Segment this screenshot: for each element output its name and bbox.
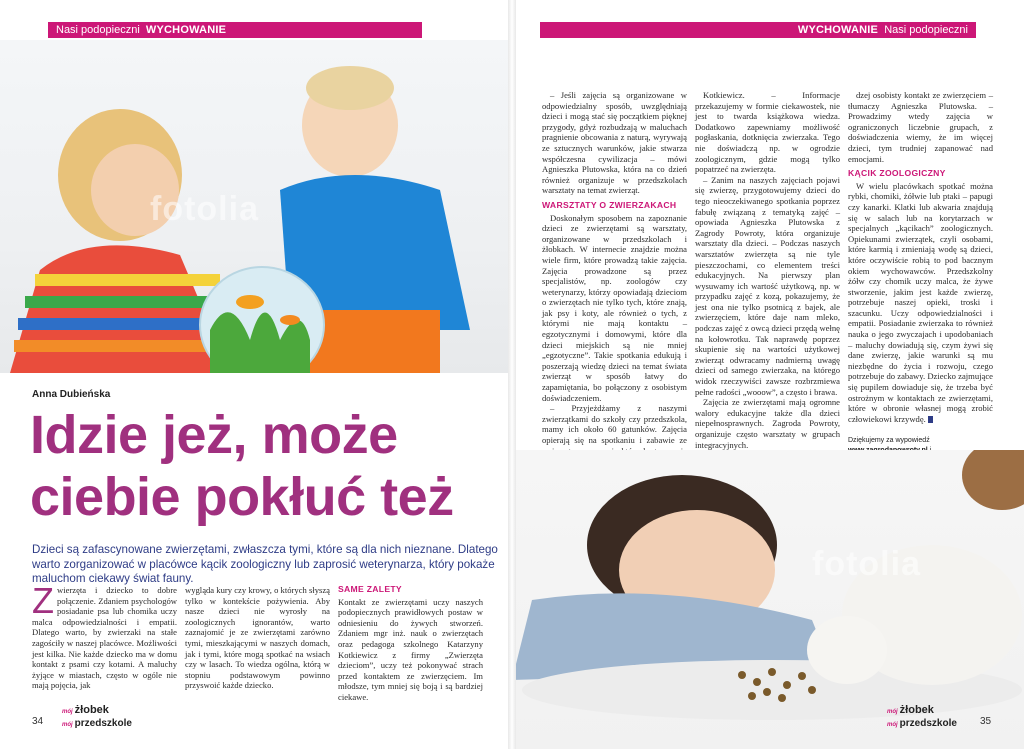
magazine-logo-left — [62, 705, 132, 731]
heading-same-zalety: SAME ZALETY — [338, 584, 402, 594]
right-header-bar — [540, 22, 976, 38]
left-photo-watermark: fotolia — [150, 190, 259, 228]
right-col2-p3: Zajęcia ze zwierzętami mają ogromne walory edukacyjne także dla dzieci niepełnosprawnych. Zagroda Powroty, organizuje często warsztaty w grupach integracyjnych. — [695, 397, 840, 450]
left-header-bar — [48, 22, 422, 38]
right-col1-p3: – Przyjeżdżamy z naszymi zwierzątkami do szkoły czy przedszkola, mamy ich około 60 gatunków. Zajęcia opierają się na spotkaniu i zabawie ze — [542, 403, 687, 445]
right-section-label: Nasi podopieczni — [884, 24, 968, 36]
right-text-column-2 — [695, 90, 840, 471]
right-col3-p1: dzej osobisty kontakt ze zwierzęciem – tłumaczy Agnieszka Plutowska. – Prowadzimy wtedy zajęcia w ograniczonych liczebnie grupach, z doświadczenia wiemy, że im więcej dzieci, tym trudniej zapanować nad emocjami. — [848, 90, 993, 164]
dropcap: Z — [32, 580, 54, 621]
logo-pre2-left: mój — [62, 722, 73, 728]
heading-warsztaty: WARSZTATY O ZWIERZAKACH — [542, 199, 677, 210]
left-col1-body: wierzęta i dziecko to dobre połączenie. Zdaniem psychologów posiadanie psa lub chomika uczy malca odpowiedzialności i empatii. Dlatego warto, by zwierzaki na stałe zagościły w naszej placówce. Możliwości jest kilka. Nie każde dziecko ma w domu kontakt z psami czy kotami. A maluchy żyjące w miastach, często w ogóle nie mają pojęcia, jak — [32, 585, 177, 691]
end-mark — [928, 416, 933, 423]
right-col1-p2: Doskonałym sposobem na zapoznanie dzieci ze zwierzętami są warsztaty, organizowane w przedszkolach i żłobkach. W internecie znajdzie można wiele firm, które prowadzą takie zajęcia. Zajęcia prowadzone są przez specjalistów, np. zoologów czy weterynarzy, którzy opowiadają dzieciom o zwierzętach nie tylko tych, które znają, jak psy i koty, ale również o tych, z którymi nie mają kontaktu – egzotycznymi i domowymi, które dla dzieci miejskich są nie mniej „egzotyczne”. Takie spotkania edukują i poszerzają wiedzę dzieci na temat świata zwierząt w sposób łatwy do zapamiętania, bo połączony z osobistym doświadczeniem. — [542, 212, 687, 403]
logo-zlobek-left: żłobek — [74, 704, 109, 716]
left-text-column-1 — [32, 580, 177, 691]
left-col3-body: Kontakt ze zwierzętami uczy naszych podopiecznych prawidłowych postaw w odniesieniu do żywych stworzeń. Zdaniem mgr inż. nauk o zwierzętach oraz pedagoga szkolnego Katarzyny Kotkiewicz z firmy „Zwierzęta dzieciom”, uczy też pokonywać strach przed kontaktem ze zwierzęciem. Im młodsze, tym mniej się boją i są bardziej ciekawe. — [338, 596, 483, 702]
right-col3-p2: W wielu placówkach spotkać można rybki, chomiki, żółwie lub ptaki – papugi czy kanarki. Klatki lub akwaria znajdują się w salach lub na korytarzach w specjalnych „kącikach” zoologicznych. Opiekunami zwierzątek, czyli osobami, które karmią i zmieniają wodę są dzieci, które oczywiście robią to pod bacznym okiem wychowawców. Przedszkolny żółw czy chomik uczy malca, że żywe stworzenie, jakim jest każde zwierzę, potrzebuje naszej opieki, troski i szacunku. Uczy odpowiedzialności i empatii. Posiadanie zwierzaka to również nauka o jego zwyczajach i upodobaniach – maluchy dowiadują się, czym żywi się dane zwierzę, jakie warunki są mu niezbędne do życia i rozwoju, czego potrzebuje do zabawy. Dziecko zajmujące się pupilem dowiaduje się, że trzeba być ostrożnym w kontaktach ze zwierzętami, które w obronie własnej mogą zrobić człowiekowi krzywdę. — [848, 180, 993, 424]
left-category-label: WYCHOWANIE — [145, 24, 227, 36]
left-col2-body: wygląda kury czy krowy, o których słyszą tylko w kontekście pożywienia. Aby nasze dzieci nie wyrosły na zoologicznych ignorantów, warto zaznajomić je ze zwierzętami zarówno tymi, mieszkającymi w naszych domach, jak i tymi, które mogą spotkać na wsiach czy w lasach. To wiedza ogólna, którą w stopniu podstawowym powinno przyswoić każde dziecko. — [185, 585, 330, 691]
heading-kacik: KĄCIK ZOOLOGICZNY — [848, 168, 946, 179]
right-category-label: WYCHOWANIE — [797, 24, 879, 36]
magazine-logo-right — [887, 705, 957, 731]
logo-przedszkole-right: przedszkole — [899, 718, 957, 729]
article-title — [30, 404, 500, 528]
logo-zlobek-right: żłobek — [899, 704, 934, 716]
article-lead: Dzieci są zafascynowane zwierzętami, zwłaszcza tymi, które są dla nich nieznane. Dlatego warto zorganizować w placówce kącik zoologiczny lub zaprosić weterynarza, który pokaże maluchom ciekawy świat fauny. — [32, 543, 498, 586]
author-name: Anna Dubieńska — [32, 389, 111, 400]
left-section-label: Nasi podopieczni — [56, 24, 140, 36]
right-col2-p1: Kotkiewicz. – Informacje przekazujemy w formie ciekawostek, nie jest to twarda książkowa wiedza. Dodatkowo zapewniamy możliwość pogłaskania, dotknięcia zwierzaka. Tego nie doświadczą np. w ogrodzie zoologicznym, gdzie mogą tylko popatrzeć na zwierzęta. — [695, 90, 840, 175]
logo-pre-right: mój — [887, 709, 898, 715]
right-photo-watermark: fotolia — [812, 545, 921, 583]
left-page-number: 34 — [32, 716, 44, 727]
right-page-number: 35 — [980, 716, 992, 727]
right-text-column-1 — [542, 90, 687, 488]
logo-przedszkole-left: przedszkole — [74, 718, 132, 729]
left-text-column-3 — [338, 580, 483, 703]
left-text-column-2 — [185, 585, 330, 691]
logo-pre-left: mój — [62, 709, 73, 715]
article-title-line2: ciebie pokłuć też — [30, 467, 454, 527]
logo-pre2-right: mój — [887, 722, 898, 728]
kids-fishbowl-photo — [0, 40, 512, 373]
thanks-label: Dziękujemy za wypowiedź — [848, 437, 930, 444]
right-page — [512, 0, 1024, 749]
article-title-line1: Idzie jeż, może — [30, 405, 398, 465]
page-gutter — [508, 0, 516, 749]
right-text-column-3 — [848, 90, 993, 424]
right-col1-p1: – Jeśli zajęcia są organizowane w odpowiedzialny sposób, uwzględniają dzieci i mogą stać się początkiem pięknej przygody, gdyż rozbudzają w maluchach pragnienie obcowania z naturą, wyrywają ze sztucznych warunków, jakie stwarza współczesna cywilizacja – mówi Agnieszka Plutowska, która na co dzień również organizuje w przedszkolach warsztaty na temat zwierząt. — [542, 90, 687, 196]
right-col2-p2: – Zanim na naszych zajęciach pojawi się zwierzę, przygotowujemy dzieci do tego nieoczekiwanego spotkania poprzez fabułę związaną z tematyką zajęć – opowiada Agnieszka Plutowska z Zagrody Powroty, która organizuje warsztaty dla dzieci. – Podczas naszych warsztatów zwierzęta są nie tyle pieszczochami, co elementem treści edukacyjnych. Na pierwszy plan wysuwamy ich wartość użytkową, np. w przypadku zajęć z kozą, pokazujemy, że jest ona nie tylko psotnicą z bajek, ale zwierzęciem, które daje nam mleko, podczas zajęć z owcą dzieci przędą wełnę na kołowrotku. Tak naprawdę poprzez skupienie się na wartości użytkowej zwierząt odwracamy nadmierną uwagę dzieci od samego zwierzaka, na którego widok rzeczywiści zawsze rozbrzmiewa pełne radości „wooow”, a często i brawa. — [695, 174, 840, 397]
